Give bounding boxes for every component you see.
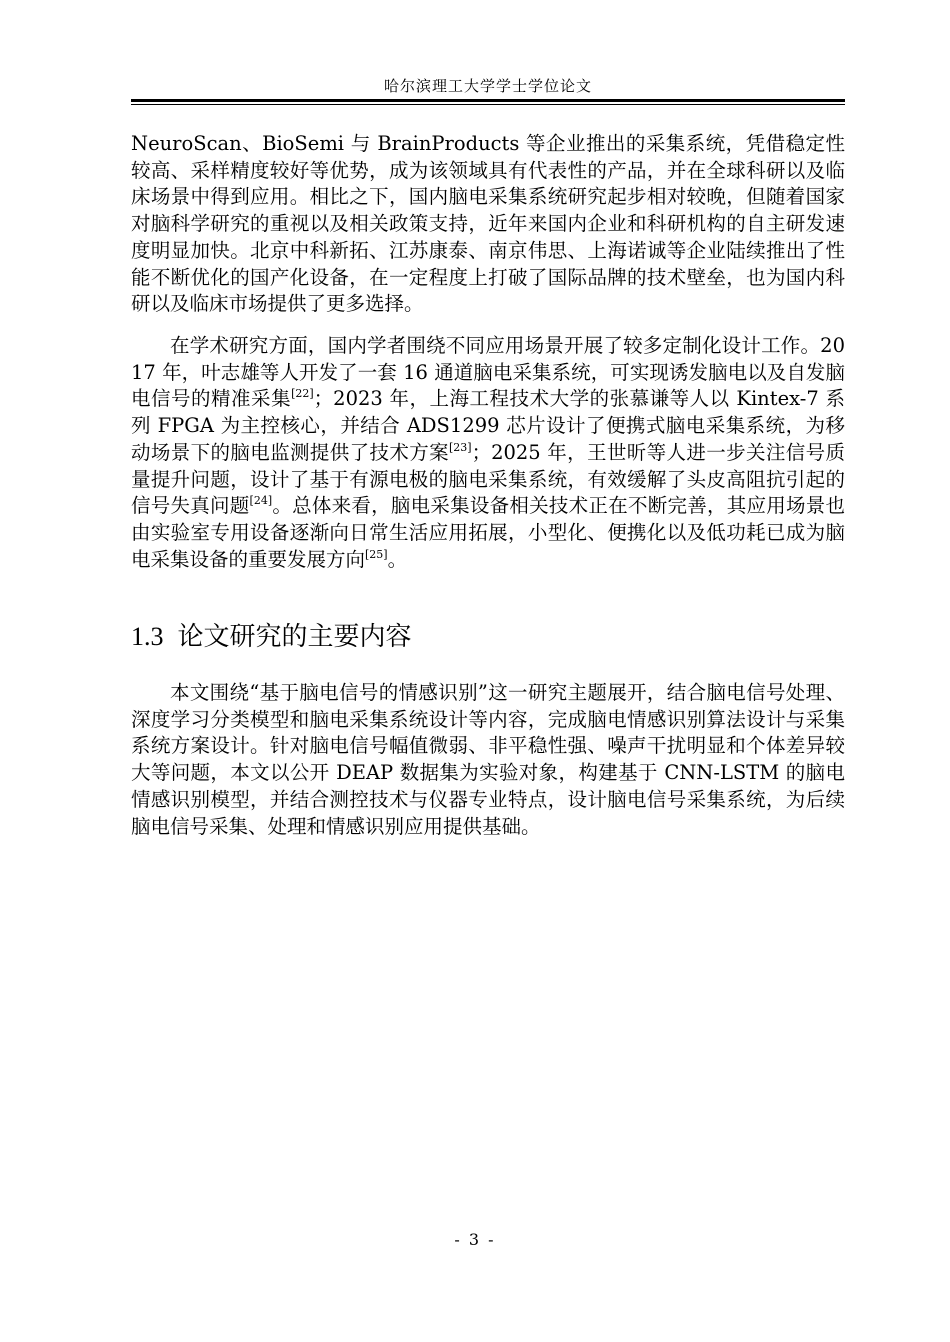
citation-22: [22] [291, 387, 314, 401]
paragraph-2 [131, 333, 845, 573]
section-heading [131, 620, 412, 654]
running-header: 哈尔滨理工大学学士学位论文 [383, 77, 592, 95]
paragraph-2-sentence-3: ；2025 年，王世昕等人进一步关注信号质量提升问题，设计了基于有源电极的脑电采集系统，有效缓解了头皮高阻抗引起的信号失真问题 [131, 440, 845, 518]
paragraph-2-sentence-2: ；2023 年，上海工程技术大学的张慕谦等人以 Kintex-7 系列 FPGA 为主控核心，并结合 ADS1299 芯片设计了便携式脑电采集系统，为移动场景下的脑电监测提供了技术方案 [131, 387, 845, 464]
paragraph-2-sentence-5: 。 [387, 547, 408, 571]
section-title: 论文研究的主要内容 [177, 622, 412, 652]
page-number: - 3 - [454, 1230, 496, 1249]
section-number: 1.3 [131, 622, 164, 651]
paragraph-2-text [131, 333, 845, 573]
header-rule-thick [131, 99, 845, 102]
paragraph-3-text: 本文围绕“基于脑电信号的情感识别”这一研究主题展开，结合脑电信号处理、深度学习分类模型和脑电采集系统设计等内容，完成脑电情感识别算法设计与采集系统方案设计。针对脑电信号幅值微弱、非平稳性强、噪声干扰明显和个体差异较大等问题，本文以公开 DEAP 数据集为实验对象，构建基于 CNN-LSTM 的脑电情感识别模型，并结合测控技术与仪器专业特点，设计脑电信号采集系统，为后续脑电信号采集、处理和情感识别应用提供基础。 [131, 681, 845, 838]
header-rule-thin [131, 104, 845, 105]
paragraph-1-text: NeuroScan、BioSemi 与 BrainProducts 等企业推出的采集系统，凭借稳定性较高、采样精度较好等优势，成为该领域具有代表性的产品，并在全球科研以及临床场景中得到应用。相比之下，国内脑电采集系统研究起步相对较晚，但随着国家对脑科学研究的重视以及相关政策支持，近年来国内企业和科研机构的自主研发速度明显加快。北京中科新拓、江苏康泰、南京伟思、上海诺诚等企业陆续推出了性能不断优化的国产化设备，在一定程度上打破了国际品牌的技术壁垒，也为国内科研以及临床市场提供了更多选择。 [131, 132, 845, 316]
citation-25: [25] [365, 547, 388, 561]
citation-24: [24] [249, 494, 273, 508]
paragraph-3 [131, 680, 845, 840]
paragraph-1 [131, 131, 845, 318]
paragraph-2-sentence-1: 在学术研究方面，国内学者围绕不同应用场景开展了较多定制化设计工作。2017 年，叶志雄等人开发了一套 16 通道脑电采集系统，可实现诱发脑电以及自发脑电信号的精准采集 [131, 334, 845, 411]
citation-23: [23] [448, 440, 472, 454]
paragraph-2-sentence-4: 。总体来看，脑电采集设备相关技术正在不断完善，其应用场景也由实验室专用设备逐渐向日常生活应用拓展，小型化、便携化以及低功耗已成为脑电采集设备的重要发展方向 [131, 494, 845, 571]
